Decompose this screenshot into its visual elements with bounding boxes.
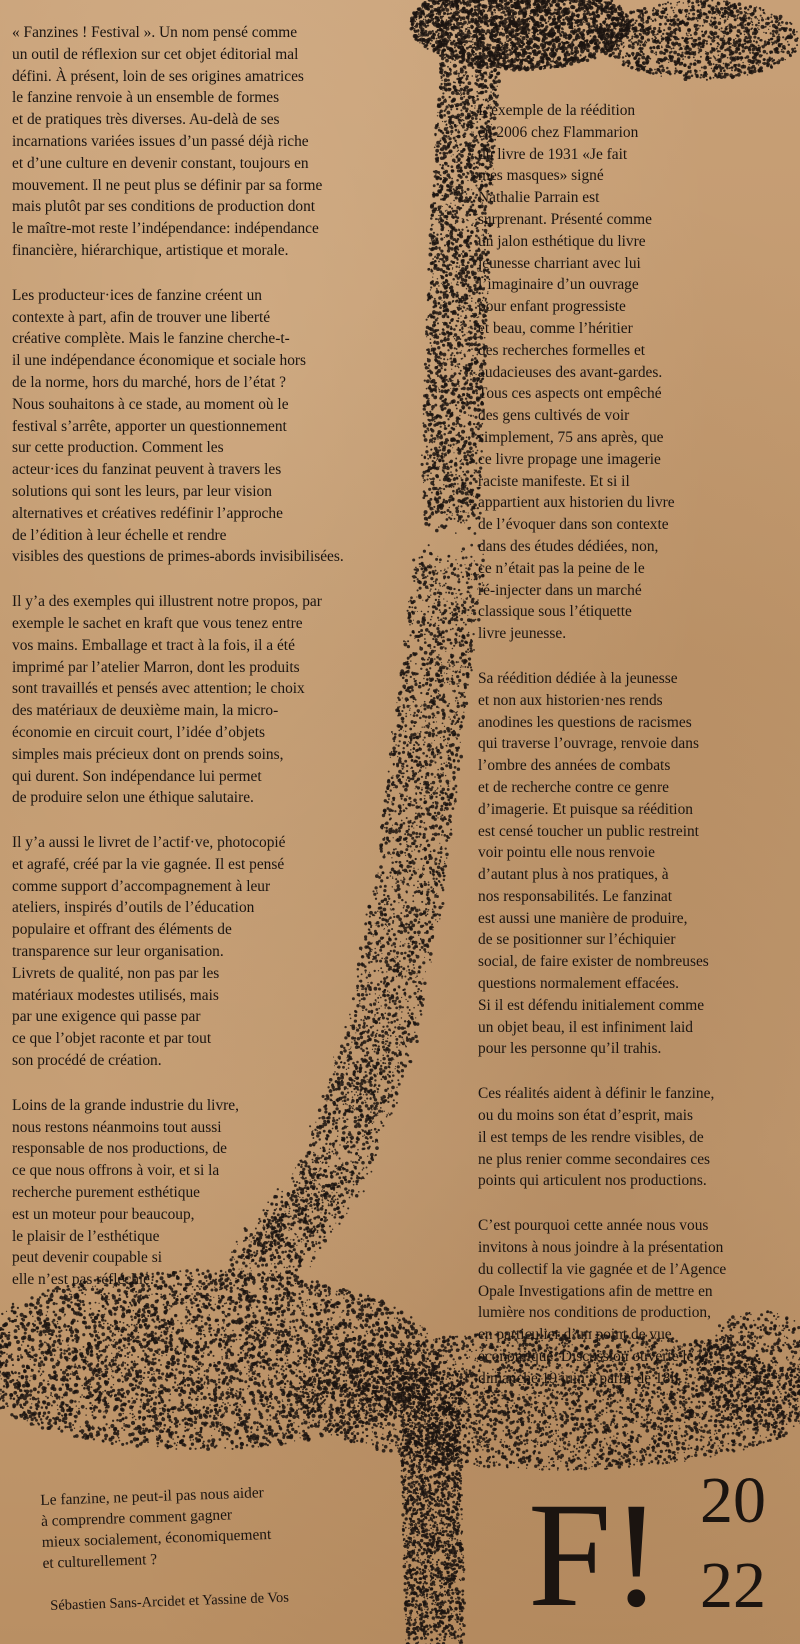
- right-paragraph: C’est pourquoi cette année nous vous invitons à nous joindre à la présentation du collectif la vie gagnée et de l’Agence Opale Investigations afin de mettre en lumière nos conditions de production, en particulier d’un point de vue économique. Discussion ouverte le dimanche 19 juin à partir de 18h.: [478, 1215, 788, 1389]
- left-paragraph: Loins de la grande industrie du livre, nous restons néanmoins tout aussi responsable de nos productions, de ce que nous offrons à voir, et si la recherche purement esthétique est un moteur pour beaucoup, le plaisir de l’esthétique peut devenir coupable si elle n’est pas réfléchie.: [12, 1095, 442, 1291]
- left-paragraph: Les producteur·ices de fanzine créent un contexte à part, afin de trouver une liberté créative complète. Mais le fanzine cherche-t- il une indépendance économique et sociale hors de la norme, hors du marché, hors de l’état ? Nous souhaitons à ce stade, au moment où le festival s’arrête, apporter un questionnement sur cette production. Comment les acteur·ices du fanzinat peuvent à travers les solutions qui sont les leurs, par leur vision alternatives et créatives redéfinir l’approche de l’édition à leur échelle et rendre visibles des questions de primes-abords invisibilisées.: [12, 285, 442, 568]
- left-paragraph: Il y’a aussi le livret de l’actif·ve, photocopié et agrafé, créé par la vie gagnée. Il est pensé comme support d’accompagnement à leur ateliers, inspirés d’outils de l’éducation populaire et offrant des éléments de transparence sur leur organisation. Livrets de qualité, non pas par les matériaux modestes utilisés, mais par une exigence qui passe par ce que l’objet raconte et par tout son procédé de création.: [12, 832, 442, 1072]
- right-paragraph: Ces réalités aident à définir le fanzine, ou du moins son état d’esprit, mais il est temps de les rendre visibles, de ne plus renier comme secondaires ces points qui articulent nos productions.: [478, 1083, 788, 1192]
- festival-logo: F!: [528, 1480, 661, 1630]
- left-paragraph: Il y’a des exemples qui illustrent notre propos, par exemple le sachet en kraft que vous tenez entre vos mains. Emballage et tract à la fois, il a été imprimé par l’atelier Marron, dont les produits sont travaillés et pensés avec attention; le choix des matériaux de deuxième main, la micro- économie en circuit court, l’idée d’objets simples mais précieux dont on prends soins, qui durent. Son indépendance lui permet de produire selon une éthique salutaire.: [12, 591, 442, 809]
- year-bottom: 22: [700, 1553, 766, 1619]
- right-column: [478, 100, 788, 1413]
- right-paragraph: Sa réédition dédiée à la jeunesse et non aux historien·nes rends anodines les questions de racismes qui traverse l’ouvrage, renvoie dans l’ombre des années de combats et de recherche contre ce genre d’imagerie. Et puisque sa réédition est censé toucher un public restreint voir pointu elle nous renvoie d’autant plus à nos pratiques, à nos responsabilités. Le fanzinat est aussi une manière de produire, de se positionner sur l’échiquier social, de faire exister de nombreuses questions normalement effacées. Si il est défendu initialement comme un objet beau, il est infiniment laid pour les personne qu’il trahis.: [478, 668, 788, 1060]
- closing-question: Le fanzine, ne peut-il pas nous aider à comprendre comment gagner mieux socialement, économiquement et culturellement ?: [40, 1478, 373, 1573]
- authors-signature: Sébastien Sans-Arcidet et Yassine de Vos: [50, 1590, 289, 1615]
- right-paragraph: L’exemple de la réédition en 2006 chez Flammarion du livre de 1931 «Je fait mes masques» signé Nathalie Parrain est surprenant. Présenté comme un jalon esthétique du livre jeunesse charriant avec lui l’imaginaire d’un ouvrage pour enfant progressiste et beau, comme l’héritier des recherches formelles et audacieuses des avant-gardes. Tous ces aspects ont empêché des gens cultivés de voir simplement, 75 ans après, que ce livre propage une imagerie raciste manifeste. Et si il appartient aux historien du livre de l’évoquer dans son contexte dans des études dédiées, non, ce n’était pas la peine de le ré-injecter dans un marché classique sous l’étiquette livre jeunesse.: [478, 100, 788, 645]
- left-paragraph: « Fanzines ! Festival ». Un nom pensé comme un outil de réflexion sur cet objet éditorial mal défini. À présent, loin de ses origines amatrices le fanzine renvoie à un ensemble de formes et de pratiques très diverses. Au-delà de ses incarnations variées issues d’un passé déjà riche et d’une culture en devenir constant, toujours en mouvement. Il ne peut plus se définir par sa forme mais plutôt par ses conditions de production dont le maître-mot reste l’indépendance: indépendance financière, hiérarchique, artistique et morale.: [12, 22, 442, 262]
- year-top: 20: [700, 1468, 766, 1534]
- left-column: [12, 22, 442, 1314]
